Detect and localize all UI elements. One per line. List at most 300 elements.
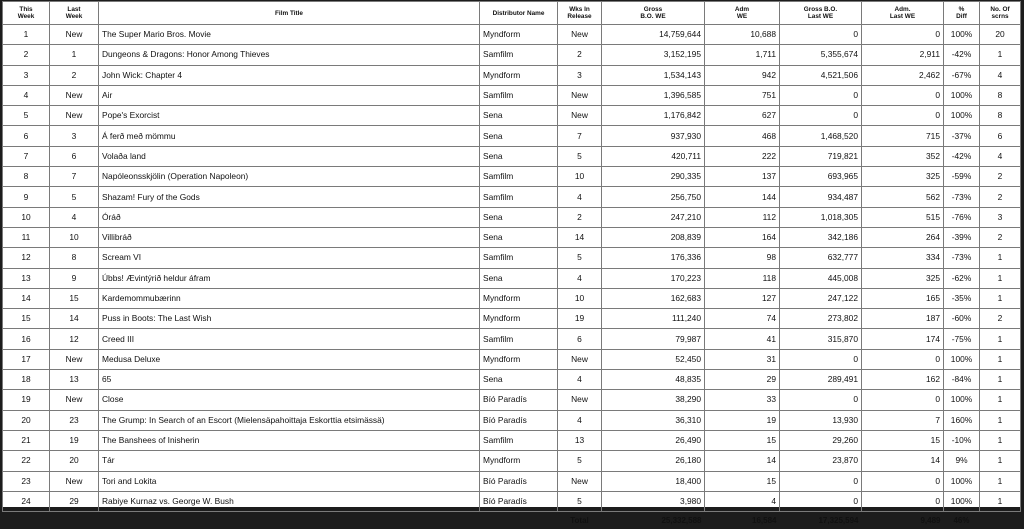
cell-percent-diff: -73% <box>944 187 980 207</box>
cell-this-week: 13 <box>3 268 50 288</box>
cell-film-title: Shazam! Fury of the Gods <box>99 187 480 207</box>
cell-this-week: 1 <box>3 25 50 45</box>
cell-admissions: 14 <box>705 451 780 471</box>
cell-gross: 208,839 <box>602 227 705 247</box>
cell-gross-last-week: 29,260 <box>780 430 862 450</box>
cell-distributor: Sena <box>480 106 558 126</box>
cell-last-week: 1 <box>50 45 99 65</box>
cell-distributor: Samfilm <box>480 85 558 105</box>
cell-admissions-last-week: 325 <box>862 167 944 187</box>
cell-gross-last-week: 934,487 <box>780 187 862 207</box>
header-screens: No. Of scrns <box>980 2 1021 25</box>
cell-distributor: Bíó Paradís <box>480 471 558 491</box>
cell-admissions: 98 <box>705 248 780 268</box>
cell-this-week: 21 <box>3 430 50 450</box>
cell-film-title: John Wick: Chapter 4 <box>99 65 480 85</box>
cell-gross: 26,490 <box>602 430 705 450</box>
cell-weeks-in-release: 10 <box>558 288 602 308</box>
cell-admissions-last-week: 334 <box>862 248 944 268</box>
cell-film-title: Pope's Exorcist <box>99 106 480 126</box>
table-row <box>3 329 1021 349</box>
cell-gross-last-week: 13,930 <box>780 410 862 430</box>
total-row <box>3 512 1021 529</box>
cell-this-week: 6 <box>3 126 50 146</box>
cell-this-week: 18 <box>3 370 50 390</box>
cell-percent-diff: 100% <box>944 491 980 511</box>
cell-screens: 2 <box>980 309 1021 329</box>
cell-film-title: Tori and Lokita <box>99 471 480 491</box>
cell-film-title: 65 <box>99 370 480 390</box>
total-gross: 25,332,588 <box>661 516 702 526</box>
table-row <box>3 309 1021 329</box>
cell-last-week: 9 <box>50 268 99 288</box>
cell-distributor: Myndform <box>480 309 558 329</box>
cell-gross: 170,223 <box>602 268 705 288</box>
cell-last-week: 15 <box>50 288 99 308</box>
cell-weeks-in-release: 2 <box>558 207 602 227</box>
cell-screens: 2 <box>980 187 1021 207</box>
cell-gross: 256,750 <box>602 187 705 207</box>
cell-screens: 1 <box>980 471 1021 491</box>
cell-admissions-last-week: 162 <box>862 370 944 390</box>
cell-percent-diff: 100% <box>944 390 980 410</box>
table-row <box>3 106 1021 126</box>
header-percent-diff: % Diff <box>944 2 980 25</box>
cell-gross-last-week: 0 <box>780 471 862 491</box>
table-row <box>3 227 1021 247</box>
cell-gross: 3,152,195 <box>602 45 705 65</box>
table-body <box>3 25 1021 512</box>
cell-admissions: 112 <box>705 207 780 227</box>
cell-screens: 1 <box>980 410 1021 430</box>
table-row <box>3 430 1021 450</box>
cell-last-week: New <box>50 85 99 105</box>
cell-screens: 6 <box>980 126 1021 146</box>
table-row <box>3 268 1021 288</box>
header-film-title: Film Title <box>99 2 480 25</box>
cell-weeks-in-release: New <box>558 471 602 491</box>
cell-weeks-in-release: 4 <box>558 268 602 288</box>
cell-gross: 1,534,143 <box>602 65 705 85</box>
cell-distributor: Myndform <box>480 288 558 308</box>
cell-weeks-in-release: New <box>558 106 602 126</box>
cell-film-title: Óráð <box>99 207 480 227</box>
cell-film-title: The Super Mario Bros. Movie <box>99 25 480 45</box>
cell-screens: 1 <box>980 288 1021 308</box>
cell-admissions: 15 <box>705 430 780 450</box>
cell-gross: 79,987 <box>602 329 705 349</box>
cell-percent-diff: -84% <box>944 370 980 390</box>
cell-film-title: Villibráð <box>99 227 480 247</box>
cell-film-title: Puss in Boots: The Last Wish <box>99 309 480 329</box>
cell-last-week: 5 <box>50 187 99 207</box>
cell-film-title: Napóleonsskjölin (Operation Napoleon) <box>99 167 480 187</box>
cell-gross: 3,980 <box>602 491 705 511</box>
cell-this-week: 14 <box>3 288 50 308</box>
table-row <box>3 451 1021 471</box>
cell-admissions-last-week: 0 <box>862 85 944 105</box>
cell-admissions-last-week: 325 <box>862 268 944 288</box>
cell-distributor: Sena <box>480 268 558 288</box>
cell-admissions: 31 <box>705 349 780 369</box>
cell-this-week: 11 <box>3 227 50 247</box>
cell-last-week: 14 <box>50 309 99 329</box>
cell-gross-last-week: 0 <box>780 85 862 105</box>
cell-weeks-in-release: 19 <box>558 309 602 329</box>
cell-weeks-in-release: 3 <box>558 65 602 85</box>
cell-distributor: Samfilm <box>480 248 558 268</box>
cell-weeks-in-release: 5 <box>558 146 602 166</box>
cell-this-week: 17 <box>3 349 50 369</box>
cell-distributor: Myndform <box>480 65 558 85</box>
cell-screens: 3 <box>980 207 1021 227</box>
cell-percent-diff: 160% <box>944 410 980 430</box>
cell-last-week: 23 <box>50 410 99 430</box>
header-gross: Gross B.O. WE <box>602 2 705 25</box>
cell-admissions: 19 <box>705 410 780 430</box>
header-weeks-in-release: Wks In Release <box>558 2 602 25</box>
cell-screens: 1 <box>980 370 1021 390</box>
cell-screens: 1 <box>980 349 1021 369</box>
cell-gross-last-week: 342,186 <box>780 227 862 247</box>
cell-this-week: 9 <box>3 187 50 207</box>
cell-gross-last-week: 247,122 <box>780 288 862 308</box>
total-admissions-last-week: 9,489 <box>920 516 941 526</box>
total-percent-diff: 46% <box>953 516 970 526</box>
cell-this-week: 2 <box>3 45 50 65</box>
box-office-sheet <box>2 1 1020 526</box>
cell-this-week: 5 <box>3 106 50 126</box>
cell-percent-diff: 100% <box>944 85 980 105</box>
cell-screens: 4 <box>980 146 1021 166</box>
cell-weeks-in-release: 6 <box>558 329 602 349</box>
cell-last-week: 12 <box>50 329 99 349</box>
cell-admissions-last-week: 174 <box>862 329 944 349</box>
cell-gross: 52,450 <box>602 349 705 369</box>
cell-percent-diff: -42% <box>944 146 980 166</box>
cell-percent-diff: -35% <box>944 288 980 308</box>
table-row <box>3 207 1021 227</box>
cell-gross-last-week: 1,468,520 <box>780 126 862 146</box>
cell-last-week: 4 <box>50 207 99 227</box>
cell-this-week: 12 <box>3 248 50 268</box>
cell-screens: 1 <box>980 329 1021 349</box>
cell-gross: 420,711 <box>602 146 705 166</box>
cell-percent-diff: 9% <box>944 451 980 471</box>
header-admissions: Adm WE <box>705 2 780 25</box>
cell-gross: 162,683 <box>602 288 705 308</box>
cell-screens: 1 <box>980 45 1021 65</box>
cell-gross-last-week: 5,355,674 <box>780 45 862 65</box>
cell-film-title: Úbbs! Ævintýrið heldur áfram <box>99 268 480 288</box>
cell-this-week: 8 <box>3 167 50 187</box>
cell-weeks-in-release: New <box>558 25 602 45</box>
cell-distributor: Samfilm <box>480 167 558 187</box>
table-row <box>3 288 1021 308</box>
box-office-table <box>2 1 1021 529</box>
cell-admissions: 751 <box>705 85 780 105</box>
cell-admissions: 15 <box>705 471 780 491</box>
cell-percent-diff: -10% <box>944 430 980 450</box>
cell-screens: 8 <box>980 85 1021 105</box>
cell-admissions-last-week: 0 <box>862 390 944 410</box>
header-row <box>3 2 1021 25</box>
total-gross-last-week: 17,325,594 <box>818 516 859 526</box>
cell-admissions-last-week: 0 <box>862 106 944 126</box>
cell-admissions-last-week: 2,911 <box>862 45 944 65</box>
cell-this-week: 15 <box>3 309 50 329</box>
cell-distributor: Bíó Paradís <box>480 390 558 410</box>
cell-film-title: Kardemommubærinn <box>99 288 480 308</box>
cell-distributor: Sena <box>480 227 558 247</box>
cell-weeks-in-release: 5 <box>558 491 602 511</box>
cell-gross: 111,240 <box>602 309 705 329</box>
cell-screens: 20 <box>980 25 1021 45</box>
cell-film-title: Scream VI <box>99 248 480 268</box>
cell-distributor: Samfilm <box>480 329 558 349</box>
cell-percent-diff: -60% <box>944 309 980 329</box>
cell-weeks-in-release: New <box>558 349 602 369</box>
cell-last-week: 3 <box>50 126 99 146</box>
header-distributor: Distributor Name <box>480 2 558 25</box>
cell-percent-diff: 100% <box>944 25 980 45</box>
cell-distributor: Sena <box>480 207 558 227</box>
cell-admissions-last-week: 14 <box>862 451 944 471</box>
cell-gross-last-week: 693,965 <box>780 167 862 187</box>
cell-this-week: 22 <box>3 451 50 471</box>
cell-admissions-last-week: 2,462 <box>862 65 944 85</box>
table-row <box>3 25 1021 45</box>
cell-film-title: Close <box>99 390 480 410</box>
cell-this-week: 7 <box>3 146 50 166</box>
total-spacer <box>3 512 558 529</box>
cell-gross: 14,759,644 <box>602 25 705 45</box>
cell-film-title: Air <box>99 85 480 105</box>
cell-admissions: 118 <box>705 268 780 288</box>
cell-screens: 1 <box>980 491 1021 511</box>
cell-last-week: 10 <box>50 227 99 247</box>
table-row <box>3 491 1021 511</box>
cell-this-week: 19 <box>3 390 50 410</box>
cell-last-week: New <box>50 25 99 45</box>
cell-last-week: 2 <box>50 65 99 85</box>
cell-admissions: 10,688 <box>705 25 780 45</box>
cell-last-week: New <box>50 471 99 491</box>
cell-admissions: 222 <box>705 146 780 166</box>
table-row <box>3 65 1021 85</box>
cell-last-week: 6 <box>50 146 99 166</box>
cell-admissions: 1,711 <box>705 45 780 65</box>
cell-screens: 1 <box>980 451 1021 471</box>
cell-gross-last-week: 719,821 <box>780 146 862 166</box>
cell-percent-diff: -76% <box>944 207 980 227</box>
cell-screens: 4 <box>980 65 1021 85</box>
table-row <box>3 471 1021 491</box>
cell-admissions-last-week: 715 <box>862 126 944 146</box>
table-row <box>3 349 1021 369</box>
cell-admissions-last-week: 0 <box>862 491 944 511</box>
table-row <box>3 370 1021 390</box>
cell-admissions: 164 <box>705 227 780 247</box>
table-row <box>3 45 1021 65</box>
cell-last-week: 8 <box>50 248 99 268</box>
cell-last-week: 13 <box>50 370 99 390</box>
cell-distributor: Sena <box>480 370 558 390</box>
cell-gross-last-week: 289,491 <box>780 370 862 390</box>
cell-admissions-last-week: 562 <box>862 187 944 207</box>
cell-admissions: 468 <box>705 126 780 146</box>
cell-last-week: 19 <box>50 430 99 450</box>
cell-film-title: The Banshees of Inisherin <box>99 430 480 450</box>
cell-gross-last-week: 632,777 <box>780 248 862 268</box>
cell-admissions: 127 <box>705 288 780 308</box>
table-row <box>3 126 1021 146</box>
cell-this-week: 10 <box>3 207 50 227</box>
cell-gross: 937,930 <box>602 126 705 146</box>
cell-percent-diff: -39% <box>944 227 980 247</box>
cell-last-week: 7 <box>50 167 99 187</box>
cell-distributor: Myndform <box>480 25 558 45</box>
cell-last-week: New <box>50 390 99 410</box>
cell-distributor: Sena <box>480 126 558 146</box>
cell-screens: 1 <box>980 390 1021 410</box>
cell-screens: 8 <box>980 106 1021 126</box>
cell-percent-diff: 100% <box>944 471 980 491</box>
table-row <box>3 410 1021 430</box>
cell-film-title: The Grump: In Search of an Escort (Mielensäpahoittaja Eskorttia etsimässä) <box>99 410 480 430</box>
cell-last-week: 20 <box>50 451 99 471</box>
cell-admissions: 4 <box>705 491 780 511</box>
cell-last-week: New <box>50 349 99 369</box>
cell-gross: 18,400 <box>602 471 705 491</box>
cell-admissions-last-week: 0 <box>862 471 944 491</box>
cell-gross-last-week: 0 <box>780 491 862 511</box>
cell-last-week: New <box>50 106 99 126</box>
cell-weeks-in-release: 5 <box>558 451 602 471</box>
cell-screens: 2 <box>980 227 1021 247</box>
cell-screens: 1 <box>980 430 1021 450</box>
total-screens-blank <box>980 512 1021 529</box>
cell-percent-diff: -75% <box>944 329 980 349</box>
cell-screens: 1 <box>980 248 1021 268</box>
cell-gross-last-week: 315,870 <box>780 329 862 349</box>
cell-admissions: 627 <box>705 106 780 126</box>
cell-this-week: 3 <box>3 65 50 85</box>
cell-this-week: 4 <box>3 85 50 105</box>
cell-percent-diff: -37% <box>944 126 980 146</box>
cell-admissions-last-week: 0 <box>862 349 944 369</box>
cell-admissions-last-week: 0 <box>862 25 944 45</box>
table-row <box>3 146 1021 166</box>
cell-gross: 38,290 <box>602 390 705 410</box>
cell-admissions: 33 <box>705 390 780 410</box>
total-admissions: 16,584 <box>752 516 777 526</box>
header-gross-last-week: Gross B.O. Last WE <box>780 2 862 25</box>
cell-percent-diff: -59% <box>944 167 980 187</box>
cell-percent-diff: -73% <box>944 248 980 268</box>
cell-film-title: Creed III <box>99 329 480 349</box>
cell-gross-last-week: 273,802 <box>780 309 862 329</box>
cell-distributor: Samfilm <box>480 430 558 450</box>
cell-weeks-in-release: 14 <box>558 227 602 247</box>
header-admissions-last-week: Adm. Last WE <box>862 2 944 25</box>
cell-admissions: 29 <box>705 370 780 390</box>
cell-film-title: Dungeons & Dragons: Honor Among Thieves <box>99 45 480 65</box>
cell-gross: 48,835 <box>602 370 705 390</box>
cell-admissions: 41 <box>705 329 780 349</box>
header-last-week: Last Week <box>50 2 99 25</box>
cell-distributor: Samfilm <box>480 45 558 65</box>
cell-percent-diff: -42% <box>944 45 980 65</box>
cell-gross: 176,336 <box>602 248 705 268</box>
cell-weeks-in-release: 4 <box>558 187 602 207</box>
cell-distributor: Bíó Paradís <box>480 410 558 430</box>
cell-film-title: Tár <box>99 451 480 471</box>
cell-admissions: 144 <box>705 187 780 207</box>
cell-film-title: Medusa Deluxe <box>99 349 480 369</box>
cell-weeks-in-release: 5 <box>558 248 602 268</box>
cell-distributor: Sena <box>480 146 558 166</box>
cell-gross-last-week: 0 <box>780 349 862 369</box>
cell-weeks-in-release: 4 <box>558 410 602 430</box>
cell-distributor: Myndform <box>480 349 558 369</box>
table-row <box>3 167 1021 187</box>
cell-weeks-in-release: 2 <box>558 45 602 65</box>
cell-admissions: 137 <box>705 167 780 187</box>
cell-percent-diff: 100% <box>944 349 980 369</box>
cell-last-week: 29 <box>50 491 99 511</box>
cell-gross-last-week: 0 <box>780 390 862 410</box>
cell-screens: 2 <box>980 167 1021 187</box>
cell-gross-last-week: 0 <box>780 106 862 126</box>
cell-gross: 247,210 <box>602 207 705 227</box>
cell-screens: 1 <box>980 268 1021 288</box>
table-row <box>3 85 1021 105</box>
cell-film-title: Rabiye Kurnaz vs. George W. Bush <box>99 491 480 511</box>
cell-percent-diff: -67% <box>944 65 980 85</box>
cell-gross-last-week: 1,018,305 <box>780 207 862 227</box>
cell-weeks-in-release: 7 <box>558 126 602 146</box>
cell-gross: 1,176,842 <box>602 106 705 126</box>
cell-gross: 36,310 <box>602 410 705 430</box>
cell-weeks-in-release: 13 <box>558 430 602 450</box>
cell-distributor: Samfilm <box>480 187 558 207</box>
cell-weeks-in-release: 4 <box>558 370 602 390</box>
cell-this-week: 24 <box>3 491 50 511</box>
cell-admissions-last-week: 15 <box>862 430 944 450</box>
cell-film-title: Volaða land <box>99 146 480 166</box>
cell-admissions-last-week: 187 <box>862 309 944 329</box>
table-row <box>3 390 1021 410</box>
header-this-week: This Week <box>3 2 50 25</box>
cell-percent-diff: -62% <box>944 268 980 288</box>
cell-weeks-in-release: New <box>558 390 602 410</box>
cell-weeks-in-release: 10 <box>558 167 602 187</box>
cell-weeks-in-release: New <box>558 85 602 105</box>
cell-distributor: Bíó Paradís <box>480 491 558 511</box>
table-row <box>3 187 1021 207</box>
cell-admissions-last-week: 352 <box>862 146 944 166</box>
cell-gross: 290,335 <box>602 167 705 187</box>
cell-this-week: 20 <box>3 410 50 430</box>
cell-admissions-last-week: 7 <box>862 410 944 430</box>
cell-percent-diff: 100% <box>944 106 980 126</box>
cell-distributor: Myndform <box>480 451 558 471</box>
cell-film-title: Á ferð með mömmu <box>99 126 480 146</box>
cell-gross-last-week: 4,521,506 <box>780 65 862 85</box>
table-row <box>3 248 1021 268</box>
cell-gross: 1,396,585 <box>602 85 705 105</box>
